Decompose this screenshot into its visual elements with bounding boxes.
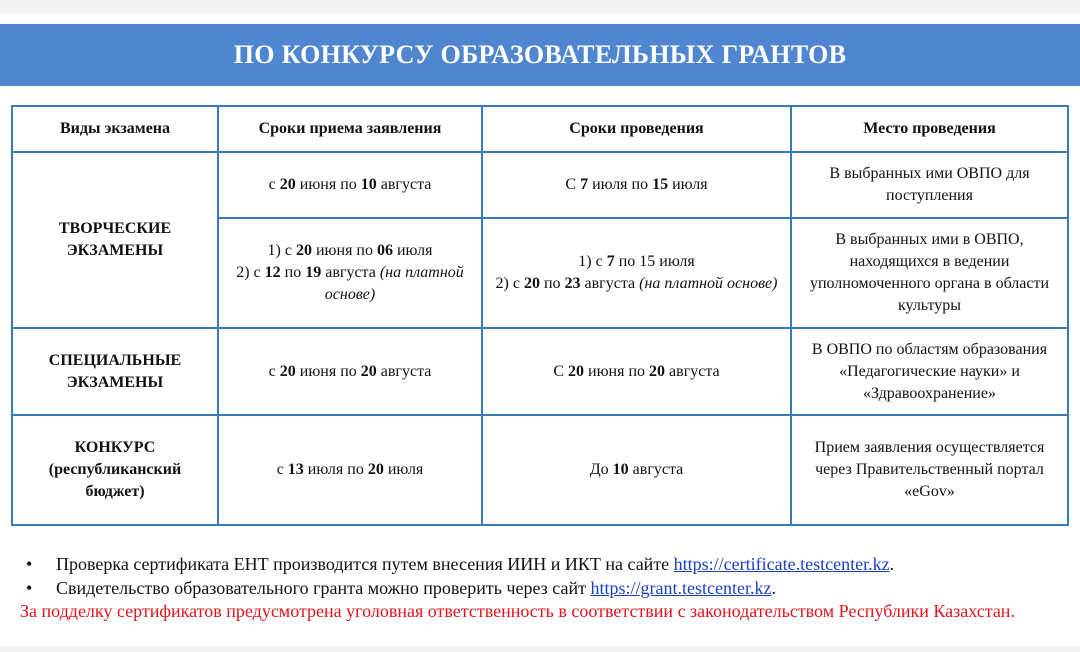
title-banner	[0, 24, 1080, 86]
notes-section	[20, 552, 1070, 623]
table-row	[12, 328, 1068, 415]
header-application-dates: Сроки приема заявления	[218, 106, 482, 152]
special-exam-dates: С 20 июня по 20 августа	[482, 328, 791, 415]
exam-type-special: СПЕЦИАЛЬНЫЕ ЭКЗАМЕНЫ	[12, 328, 218, 415]
creative-application-dates: с 20 июня по 10 августа	[218, 152, 482, 218]
bullet-icon: •	[26, 554, 33, 574]
bullet-icon: •	[26, 578, 33, 598]
creative-culture-exam-place: В выбранных ими в ОВПО, находящихся в ведении уполномоченного органа в области культуры	[791, 218, 1068, 328]
contest-application-dates: с 13 июля по 20 июля	[218, 415, 482, 525]
header-exam-dates: Сроки проведения	[482, 106, 791, 152]
exam-type-creative: ТВОРЧЕСКИЕ ЭКЗАМЕНЫ	[12, 152, 218, 328]
contest-dates: До 10 августа	[482, 415, 791, 525]
header-exam-type: Виды экзамена	[12, 106, 218, 152]
exam-type-contest: КОНКУРС (республиканский бюджет)	[12, 415, 218, 525]
certificate-check-link[interactable]: https://certificate.testcenter.kz	[673, 554, 890, 574]
document-page	[0, 14, 1080, 646]
special-application-dates: с 20 июня по 20 августа	[218, 328, 482, 415]
grants-schedule-table	[11, 105, 1069, 526]
list-item: • Проверка сертификата ЕНТ производится путем внесения ИИН и ИКТ на сайте https://certificate.testcenter.kz.	[20, 552, 1070, 576]
header-exam-place: Место проведения	[791, 106, 1068, 152]
table-row	[12, 415, 1068, 525]
creative-exam-place: В выбранных ими ОВПО для поступления	[791, 152, 1068, 218]
grant-check-link[interactable]: https://grant.testcenter.kz	[590, 578, 772, 598]
contest-place: Прием заявления осуществляется через Правительственный портал «eGov»	[791, 415, 1068, 525]
table-header-row	[12, 106, 1068, 152]
legal-warning: За подделку сертификатов предусмотрена уголовная ответственность в соответствии с законодательством Республики Казахстан.	[20, 601, 1015, 621]
creative-paid-application-dates: 1) с 20 июня по 06 июля 2) с 12 по 19 августа (на платной основе)	[218, 218, 482, 328]
special-exam-place: В ОВПО по областям образования «Педагогические науки» и «Здравоохранение»	[791, 328, 1068, 415]
list-item: • Свидетельство образовательного гранта можно проверить через сайт https://grant.testcenter.kz.	[20, 576, 1070, 600]
creative-paid-exam-dates: 1) с 7 по 15 июля 2) с 20 по 23 августа (на платной основе)	[482, 218, 791, 328]
page-title: ПО КОНКУРСУ ОБРАЗОВАТЕЛЬНЫХ ГРАНТОВ	[233, 40, 847, 69]
table-row	[12, 152, 1068, 218]
creative-exam-dates: С 7 июля по 15 июля	[482, 152, 791, 218]
